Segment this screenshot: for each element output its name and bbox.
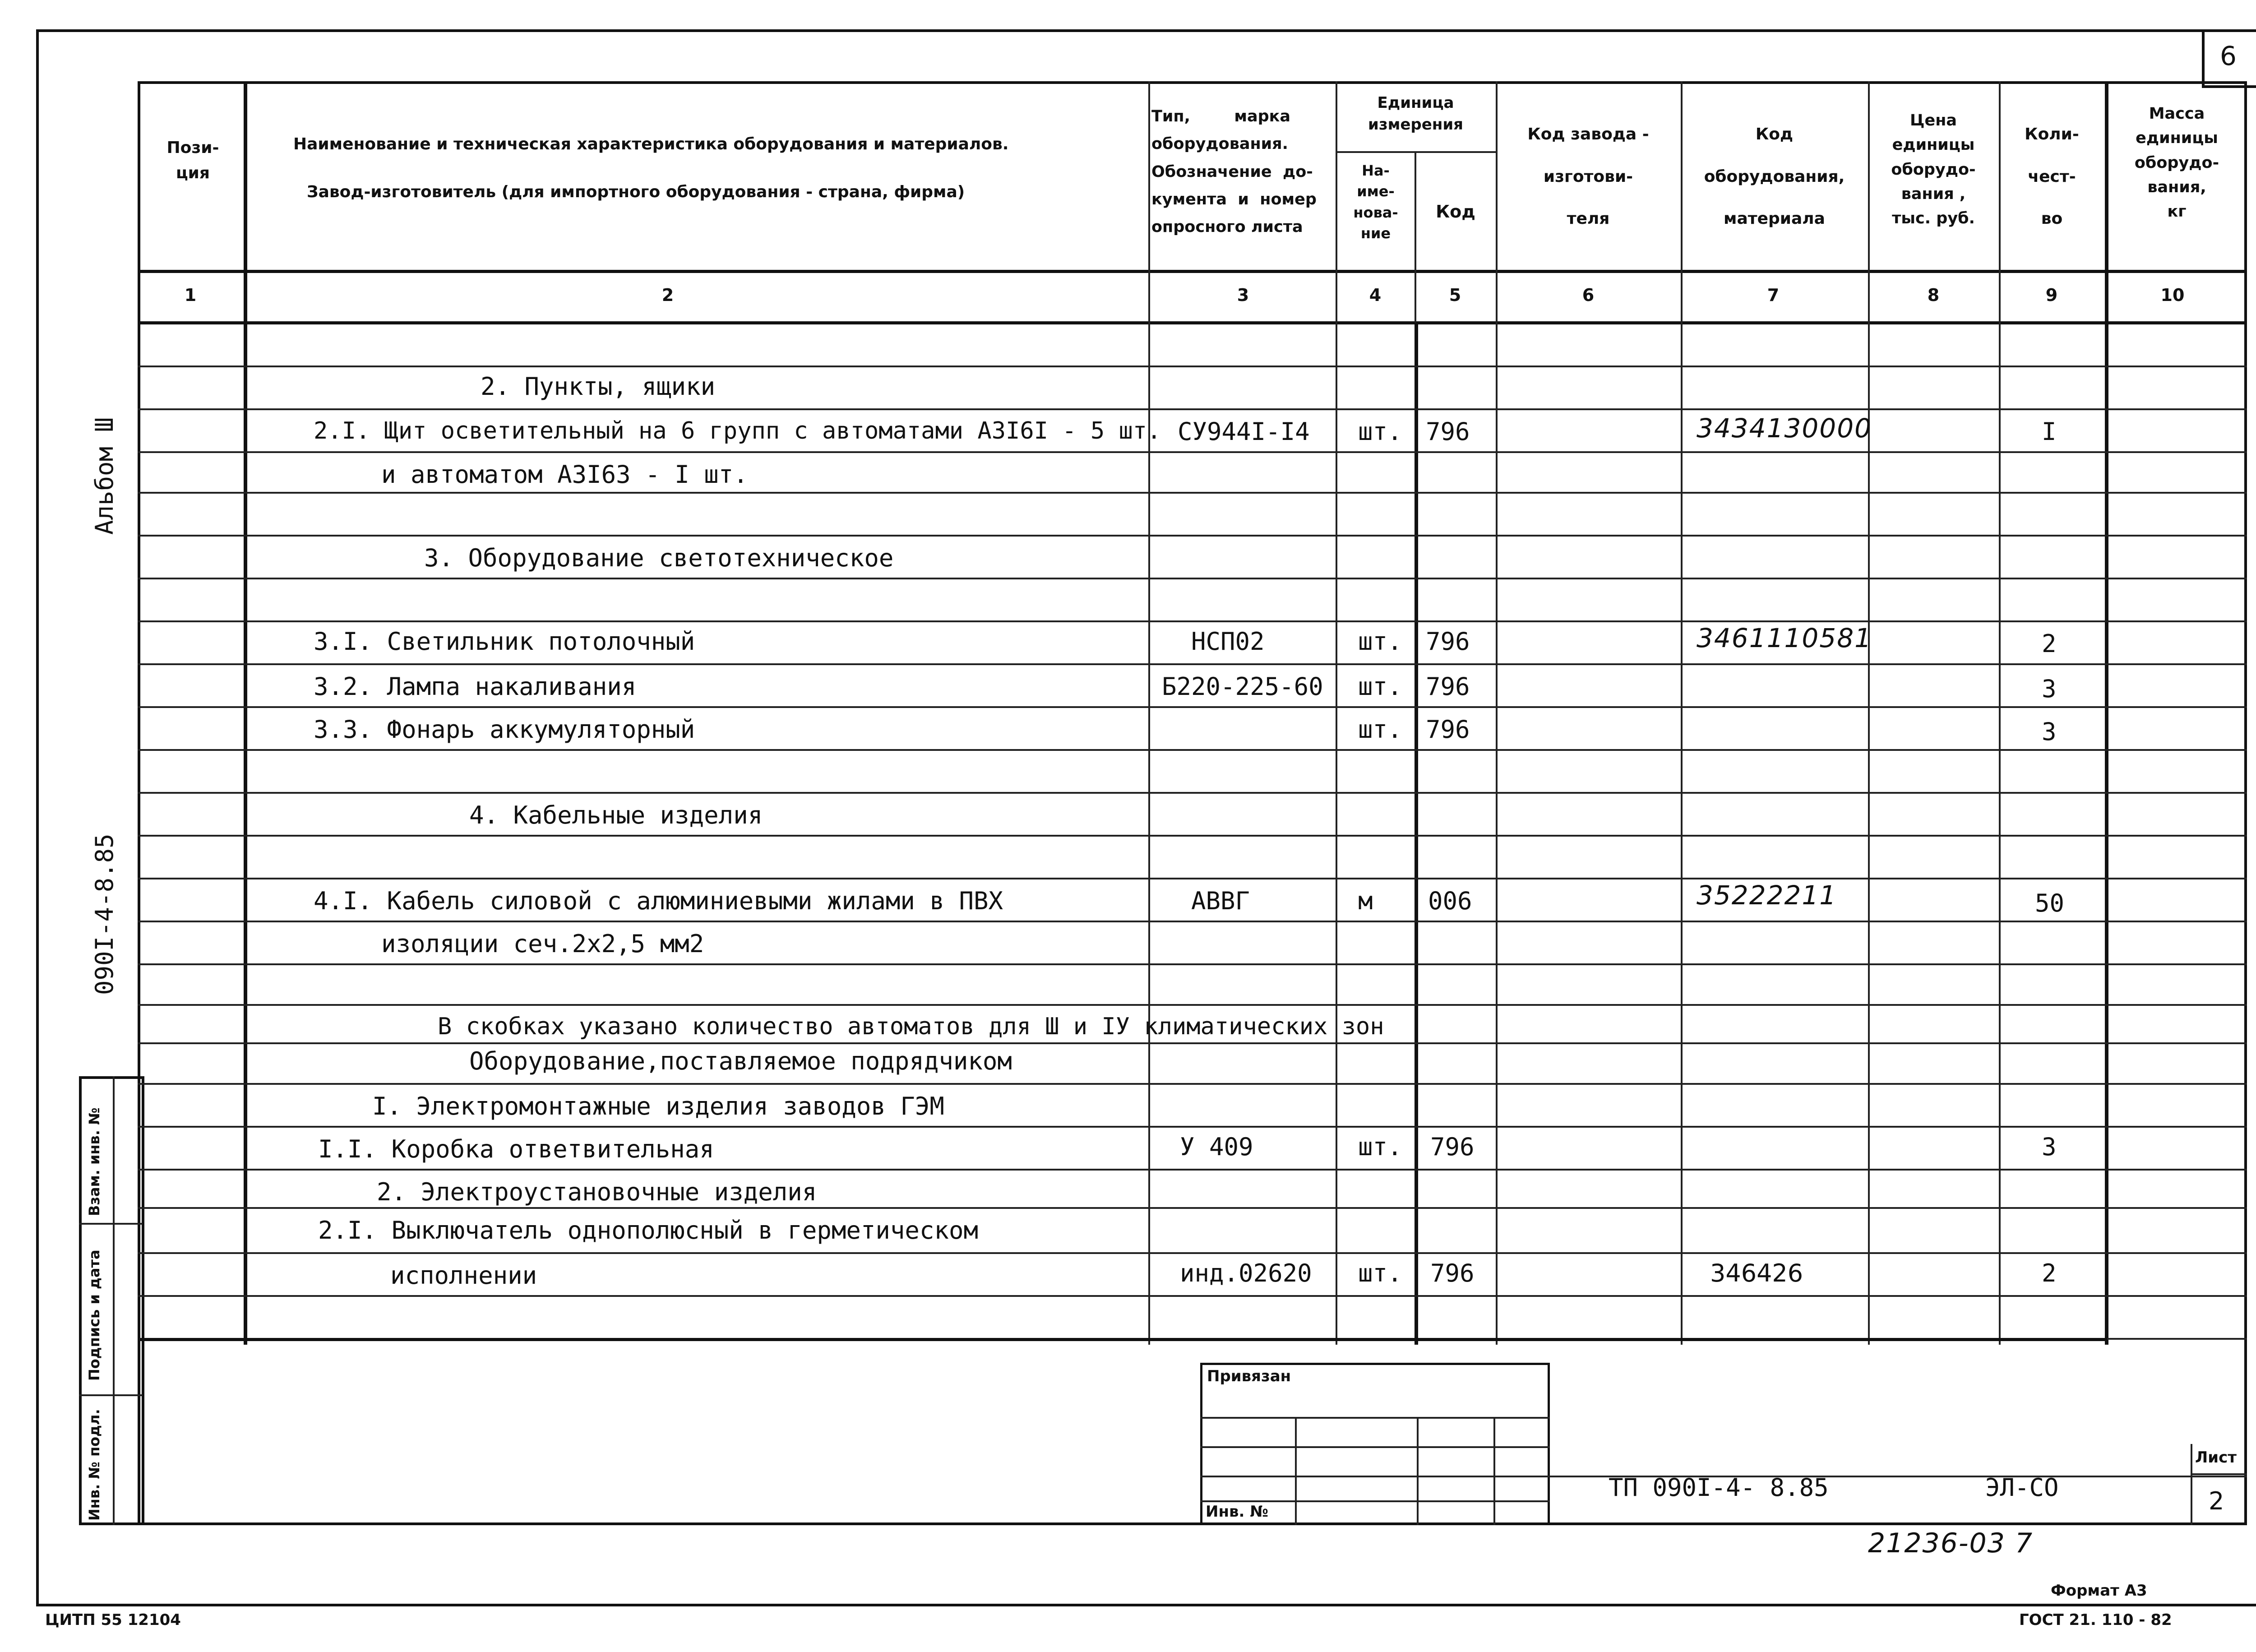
section-title: 4. Кабельные изделия <box>469 801 763 829</box>
item-material-code: 3434130000 <box>1697 413 1872 444</box>
item-name: 3.I. Светильник потолочный <box>314 627 695 656</box>
col-number: 2 <box>661 285 674 305</box>
item-name: 2.I. Щит осветительный на 6 групп с автоматами АЗI6I - 5 шт. <box>314 417 1161 444</box>
note-text: В скобках указано количество автоматов для Ш и IУ климатических зон <box>438 1013 1384 1040</box>
header-unit-name: На- име- нова- ние <box>1353 162 1398 242</box>
item-unit: шт. <box>1358 672 1402 701</box>
section-title: 2. Электроустановочные изделия <box>377 1178 817 1206</box>
stamp-replace-inv: Взам. инв. № <box>86 1107 103 1216</box>
item-name: 3.3. Фонарь аккумуляторный <box>314 715 695 744</box>
header-position: Пози- ция <box>166 139 219 182</box>
page-number: 6 <box>2220 41 2237 71</box>
section-title: Оборудование,поставляемое подрядчиком <box>469 1047 1012 1075</box>
item-unit: шт. <box>1358 417 1402 446</box>
item-name-continued: и автоматом АЗI63 - I шт. <box>381 460 748 489</box>
document-mark: ЭЛ-СО <box>1985 1473 2059 1502</box>
item-name: 2.I. Выключатель однополюсный в герметическом <box>318 1216 978 1245</box>
item-unit-code: 796 <box>1430 1259 1475 1287</box>
item-type: СУ944I-I4 <box>1178 417 1310 446</box>
item-type: Б220-225-60 <box>1162 672 1323 701</box>
section-title: I. Электромонтажные изделия заводов ГЭМ <box>372 1092 944 1120</box>
item-type: У 409 <box>1180 1133 1253 1161</box>
col-number: 10 <box>2160 285 2185 305</box>
col-number: 5 <box>1449 285 1461 305</box>
album-label: Альбом Ш <box>90 417 119 535</box>
item-name-continued: исполнении <box>390 1261 537 1290</box>
item-type: НСП02 <box>1191 627 1265 656</box>
header-mass: Масса единицы оборудо- вания, кг <box>2134 105 2219 221</box>
item-quantity: 3 <box>2042 717 2057 746</box>
item-quantity: 3 <box>2042 1133 2057 1161</box>
item-quantity: 50 <box>2035 889 2065 917</box>
inv-label: Инв. № <box>1206 1503 1269 1521</box>
item-unit: шт. <box>1358 1259 1402 1287</box>
col-number: 7 <box>1767 285 1780 305</box>
item-unit-code: 796 <box>1430 1133 1475 1161</box>
item-unit-code: 796 <box>1426 715 1470 744</box>
item-quantity: 2 <box>2042 629 2057 658</box>
header-price: Цена единицы оборудо- вания , тыс. руб. <box>1891 111 1976 227</box>
item-name: 3.2. Лампа накаливания <box>314 672 637 701</box>
item-unit-code: 796 <box>1426 417 1470 446</box>
project-label: 090I-4-8.85 <box>90 833 119 995</box>
sheet-number: 2 <box>2209 1487 2224 1515</box>
document-code: ТП 090I-4- 8.85 <box>1609 1473 1829 1502</box>
org-code: ЦИТП 55 12104 <box>45 1611 181 1629</box>
item-unit: шт. <box>1358 1133 1402 1161</box>
item-type: инд.02620 <box>1180 1259 1312 1287</box>
header-name-line2: Завод-изготовитель (для импортного оборудования - страна, фирма) <box>307 183 965 201</box>
item-name-continued: изоляции сеч.2х2,5 мм2 <box>381 930 704 958</box>
item-quantity: 2 <box>2042 1259 2057 1287</box>
item-unit-code: 006 <box>1428 887 1472 915</box>
col-number: 8 <box>1927 285 1940 305</box>
section-title: 2. Пункты, ящики <box>481 372 716 401</box>
col-number: 3 <box>1237 285 1249 305</box>
item-name: 4.I. Кабель силовой с алюминиевыми жилами в ПВХ <box>314 887 1003 915</box>
item-material-code: 35222211 <box>1697 880 1837 911</box>
col-number: 9 <box>2045 285 2058 305</box>
item-type: АВВГ <box>1191 887 1250 915</box>
col-number: 6 <box>1582 285 1595 305</box>
col-number: 1 <box>184 285 197 305</box>
col-number: 4 <box>1369 285 1382 305</box>
archive-number: 21236-03 7 <box>1868 1527 2034 1559</box>
header-unit: Единица измерения <box>1368 94 1463 134</box>
item-unit: м <box>1358 887 1373 915</box>
item-unit-code: 796 <box>1426 627 1470 656</box>
header-name-line1: Наименование и техническая характеристика оборудования и материалов. <box>293 135 1009 153</box>
item-quantity: 3 <box>2042 675 2057 703</box>
stamp-signature-date: Подпись и дата <box>86 1249 103 1381</box>
gost-label: ГОСТ 21. 110 - 82 <box>2019 1611 2172 1629</box>
sheet-label: Лист <box>2195 1448 2237 1467</box>
section-title: 3. Оборудование светотехническое <box>424 544 894 572</box>
item-unit-code: 796 <box>1426 672 1470 701</box>
privyazan-label: Привязан <box>1207 1367 1291 1385</box>
item-quantity: I <box>2042 417 2057 446</box>
header-factory-code: Код завода - изготови- теля <box>1527 125 1649 228</box>
item-material-code: 3461110581 <box>1697 623 1872 653</box>
item-unit: шт. <box>1358 715 1402 744</box>
header-material-code: Код оборудования, материала <box>1704 125 1845 228</box>
item-material-code: 346426 <box>1710 1259 1803 1287</box>
header-quantity: Коли- чест- во <box>2025 125 2079 228</box>
item-unit: шт. <box>1358 627 1402 656</box>
header-unit-code: Код <box>1436 202 1475 222</box>
header-type: Тип, марка оборудования. Обозначение до- кумента и номер опросного листа <box>1151 107 1317 236</box>
format-label: Формат А3 <box>2051 1582 2147 1600</box>
stamp-original-inv: Инв. № подл. <box>86 1409 103 1521</box>
item-name: I.I. Коробка ответвительная <box>318 1135 714 1163</box>
